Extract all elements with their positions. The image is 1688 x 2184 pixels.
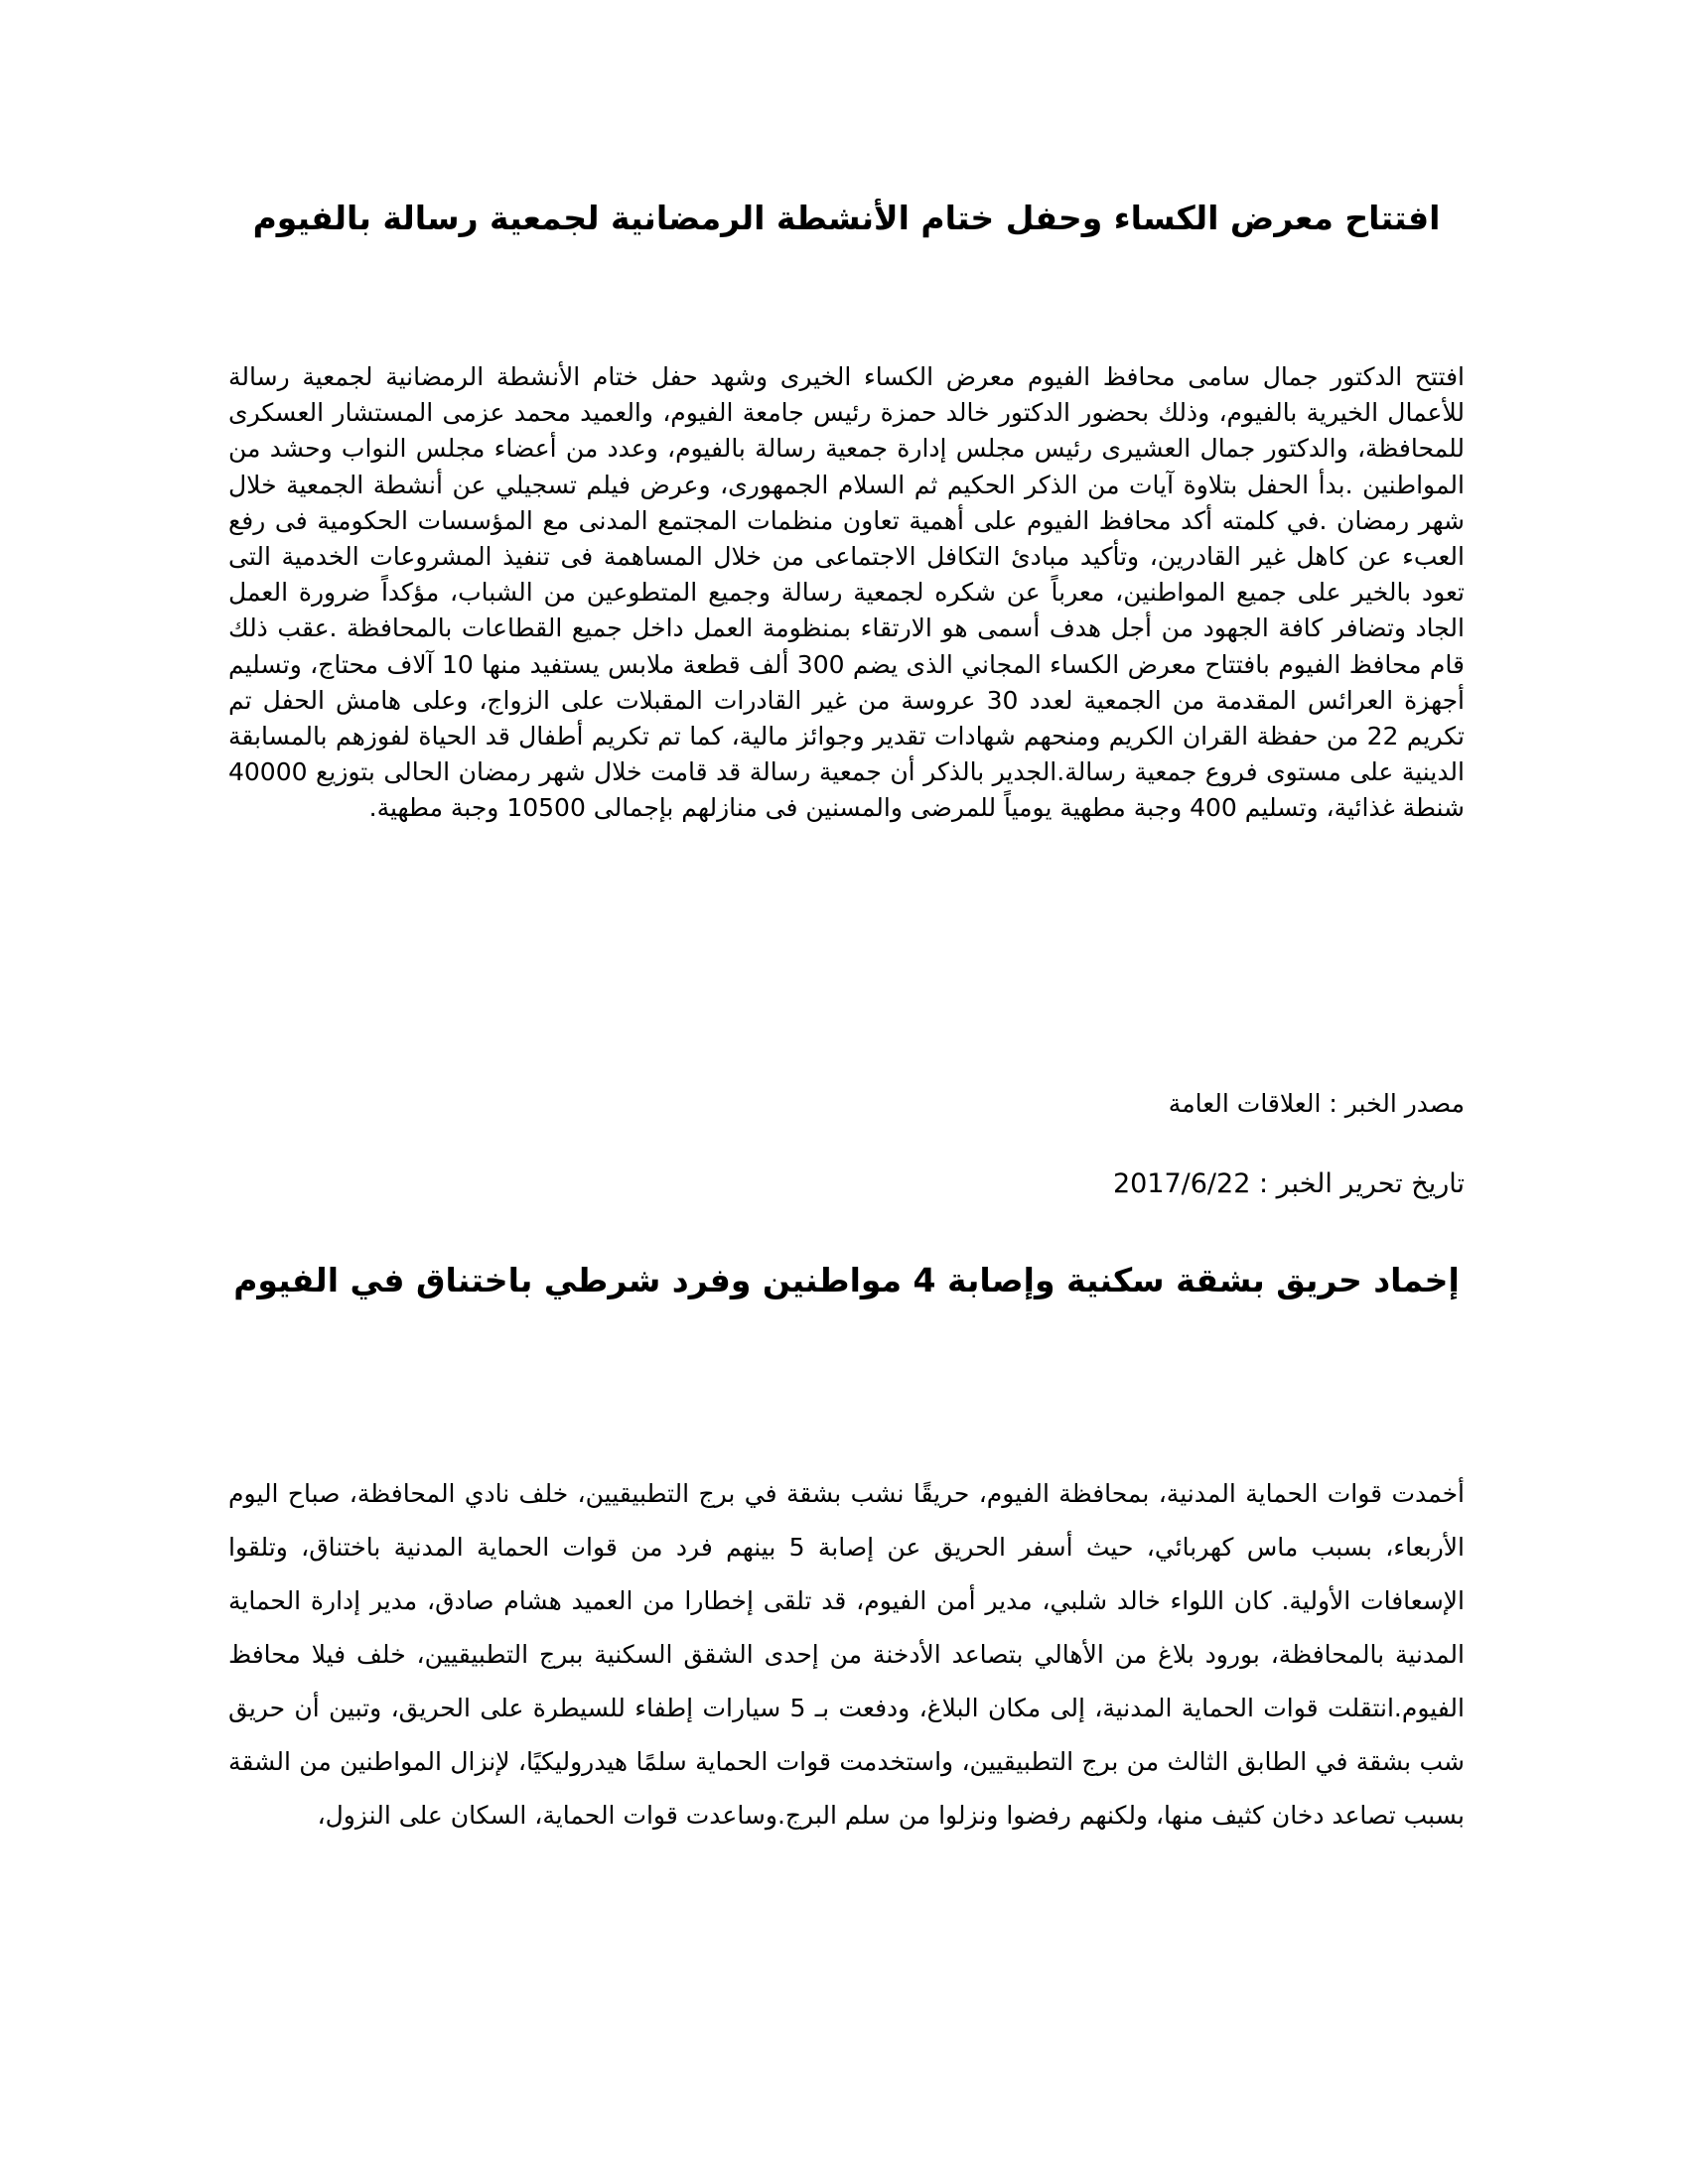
article-title-2: إخماد حريق بشقة سكنية وإصابة 4 مواطنين وفرد شرطي باختناق في الفيوم — [233, 1261, 1460, 1299]
article-body-2: أخمدت قوات الحماية المدنية، بمحافظة الفيوم، حريقًا نشب بشقة في برج التطبيقيين، خلف نادي المحافظة، صباح اليوم الأربعاء، بسبب ماس كهربائي، حيث أسفر الحريق عن إصابة 5 بينهم فرد من قوات الحماية المدنية باختناق، وتلقوا الإسعافات الأولية. كان اللواء خالد شلبي، مدير أمن الفيوم، قد تلقى إخطارا من العميد هشام صادق، مدير إدارة الحماية المدنية بالمحافظة، بورود بلاغ من الأهالي بتصاعد الأدخنة من إحدى الشقق السكنية ببرج التطبيقيين، خلف فيلا محافظ الفيوم.انتقلت قوات الحماية المدنية، إلى مكان البلاغ، ودفعت بـ 5 سيارات إطفاء للسيطرة على الحريق، وتبين أن حريق شب بشقة في الطابق الثالث من برج التطبيقيين، واستخدمت قوات الحماية سلمًا هيدروليكيًا، لإنزال المواطنين من الشقة بسبب تصاعد دخان كثيف منها، ولكنهم رفضوا ونزلوا من سلم البرج.وساعدت قوات الحماية، السكان على النزول، — [228, 1479, 1466, 1830]
news-source: مصدر الخبر : العلاقات العامة — [1168, 1089, 1465, 1118]
article-body: افتتح الدكتور جمال سامى محافظ الفيوم معرض الكساء الخيرى وشهد حفل ختام الأنشطة الرمضانية لجمعية رسالة للأعمال الخيرية بالفيوم، وذلك بحضور الدكتور خالد حمزة رئيس جامعة الفيوم، والعميد محمد عزمى المستشار العسكرى للمحافظة، والدكتور جمال العشيرى رئيس مجلس إدارة جمعية رسالة بالفيوم، وعدد من أعضاء مجلس النواب وحشد من المواطنين .بدأ الحفل بتلاوة آيات من الذكر الحكيم ثم السلام الجمهورى، وعرض فيلم تسجيلي عن أنشطة الجمعية خلال شهر رمضان .في كلمته أكد محافظ الفيوم على أهمية تعاون منظمات المجتمع المدنى مع المؤسسات الحكومية فى رفع العبء عن كاهل غير القادرين، وتأكيد مبادئ التكافل الاجتماعى من خلال المساهمة فى تنفيذ المشروعات الخدمية التى تعود بالخير على جميع المواطنين، معرباً عن شكره لجمعية رسالة وجميع المتطوعين من الشباب، مؤكداً ضرورة العمل الجاد وتضافر كافة الجهود من أجل هدف أسمى هو الارتقاء بمنظومة العمل داخل جميع القطاعات بالمحافظة .عقب ذلك قام محافظ الفيوم بافتتاح معرض الكساء المجاني الذى يضم 300 ألف قطعة ملابس يستفيد منها 10 آلاف محتاج، وتسليم أجهزة العرائس المقدمة من الجمعية لعدد 30 عروسة من غير القادرات المقبلات على الزواج، وعلى هامش الحفل تم تكريم 22 من حفظة القران الكريم ومنحهم شهادات تقدير وجوائز مالية، كما تم تكريم أطفال قد الحياة لفوزهم بالمسابقة الدينية على مستوى فروع جمعية رسالة.الجدير بالذكر أن جمعية رسالة قد قامت خلال شهر رمضان الحالى بتوزيع 40000 شنطة غذائية، وتسليم 400 وجبة مطهية يومياً للمرضى والمسنين فى منازلهم بإجمالى 10500 وجبة مطهية. — [228, 362, 1465, 823]
article-title: افتتاح معرض الكساء وحفل ختام الأنشطة الرمضانية لجمعية رسالة بالفيوم — [252, 199, 1441, 237]
news-date: تاريخ تحرير الخبر : 2017/6/22 — [1112, 1168, 1465, 1199]
